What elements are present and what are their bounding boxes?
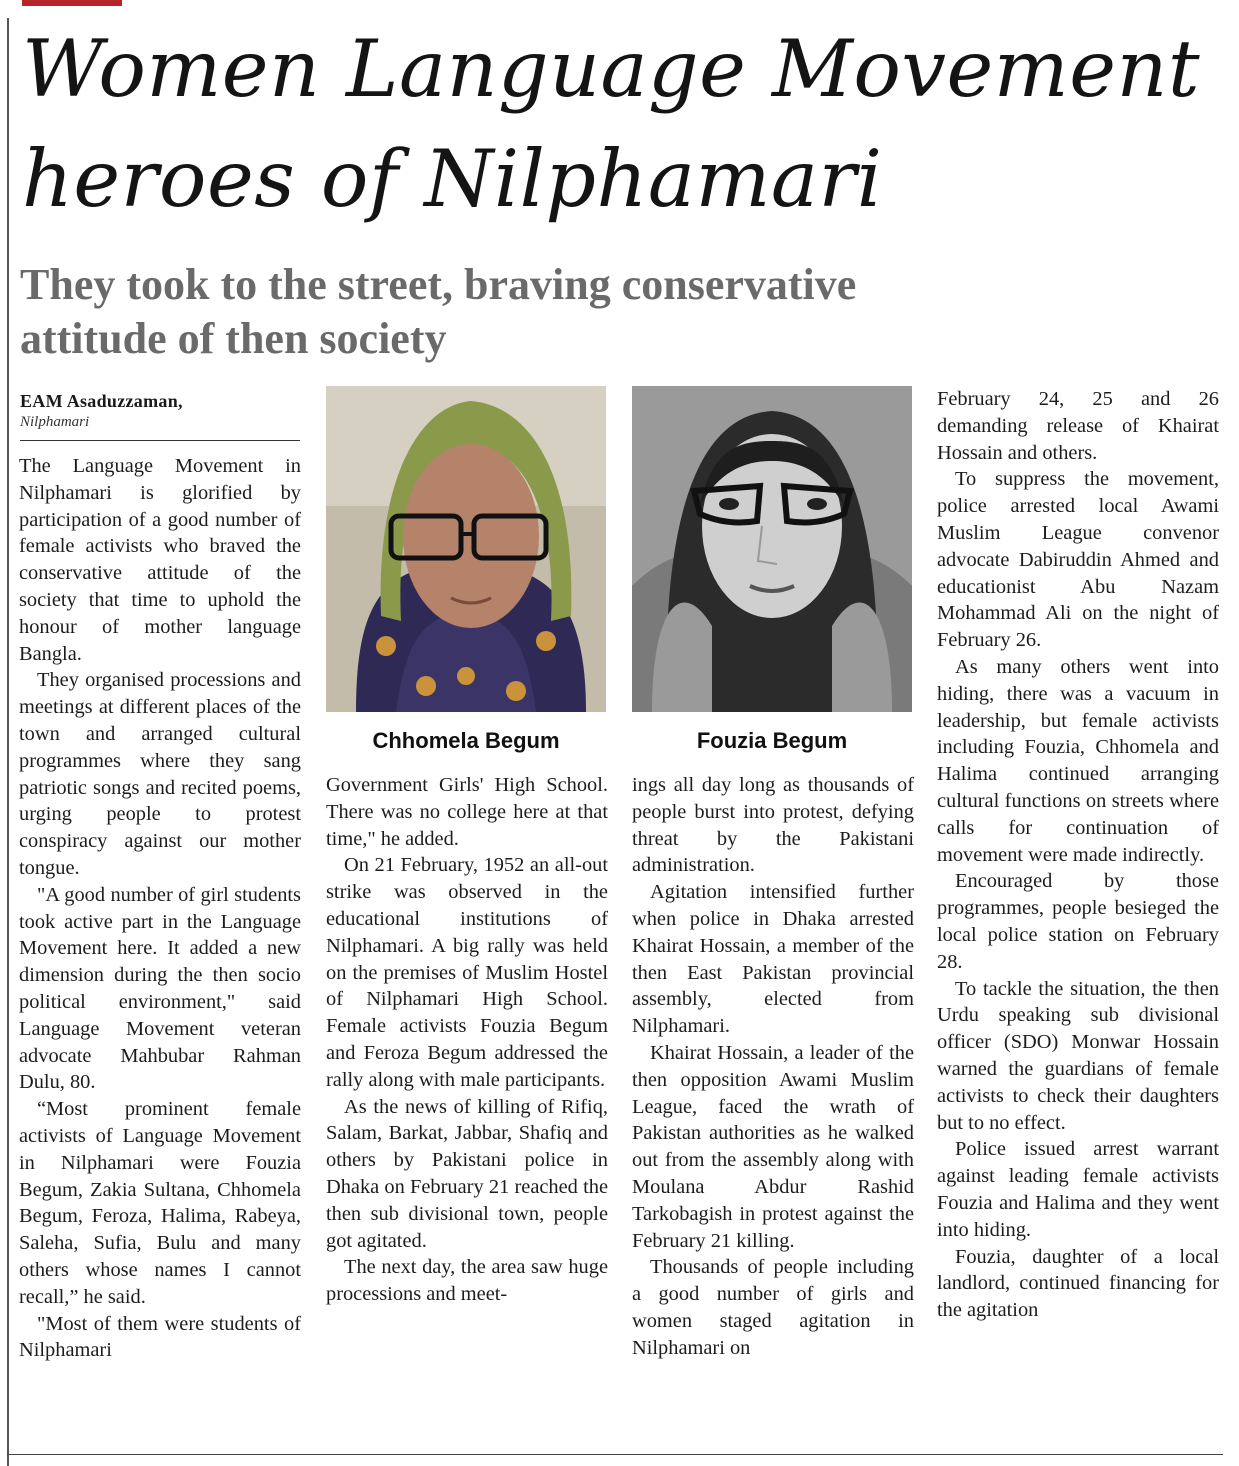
paragraph: Thousands of people including a good number of girls and women staged agitation in Nilphamari on [632,1256,914,1359]
paragraph: Fouzia, daughter of a local landlord, continued financing for the agitation [937,1245,1219,1322]
paragraph: Khairat Hossain, a leader of the then opposition Awami Muslim League, faced the wrath of Pakistan authorities as he walked out from the assembly along with Moulana Abdur Rashid Tarkobagish in protest against the February 21 killing. [632,1041,914,1252]
section-tag-mark [22,0,122,6]
subheadline-line-1: They took to the street, braving conservative [20,260,857,309]
photo-chhomela-begum [326,386,606,712]
byline-location: Nilphamari [20,414,90,430]
photo-fouzia-begum [632,386,912,712]
headline-line-2: heroes of Nilphamari [22,133,883,225]
byline-author: EAM Asaduzzaman, [20,391,183,411]
paragraph: ings all day long as thousands of people burst into protest, defying threat by the Pakistani administration. [632,774,914,877]
headline-line-1: Women Language Movement [22,23,1201,115]
paragraph: They organised processions and meetings at different places of the town and arranged cultural programmes where they sang patriotic songs and recited poems, urging people to protest conspiracy against our mother tongue. [19,669,301,879]
portrait-elderly-woman [326,386,606,712]
article-column-3 [632,772,914,1447]
article-column-1 [19,453,301,1443]
article-column-4 [937,386,1219,1446]
paragraph: Agitation intensified further when police in Dhaka arrested Khairat Hossain, a member of the then East Pakistan provincial assembly, elected from Nilphamari. [632,881,914,1038]
headline [22,14,1227,234]
column-rule-left [7,18,9,1466]
portrait-young-woman [632,386,912,712]
subheadline [20,258,1020,366]
paragraph: "Most of them were students of Nilphamari [19,1312,301,1362]
photo-caption: Fouzia Begum [696,728,848,753]
paragraph: As the news of killing of Rifiq, Salam, Barkat, Jabbar, Shafiq and others by Pakistani police in Dhaka on February 21 reached the then sub divisional town, people got agitated. [326,1095,608,1252]
paragraph: "A good number of girl students took active part in the Language Movement here. It added a new dimension during the then socio political environment," said Language Movement veteran advocate Mahbubar Rahman Dulu, 80. [19,883,301,1094]
subheadline-line-2: attitude of then society [20,314,447,363]
paragraph: “Most prominent female activists of Language Movement in Nilphamari were Fouzia Begum, Zakia Sultana, Chhomela Begum, Feroza, Halima, Rabeya, Saleha, Sufia, Bulu and many others whose names I cannot recall,” he said. [19,1098,301,1308]
paragraph: To suppress the movement, police arrested local Awami Muslim League convenor advocate Dabiruddin Ahmed and educationist Abu Nazam Mohammad Ali on the night of February 26. [937,468,1219,652]
photo-caption: Chhomela Begum [372,728,560,753]
page-bottom-rule [7,1454,1223,1455]
paragraph: Police issued arrest warrant against leading female activists Fouzia and Halima and they went into hiding. [937,1138,1219,1241]
byline-divider [20,440,300,441]
paragraph: Encouraged by those programmes, people besieged the local police station on February 28. [937,870,1219,973]
paragraph: February 24, 25 and 26 demanding release of Khairat Hossain and others. [937,388,1219,464]
article-column-2 [326,772,608,1447]
byline [20,389,300,431]
paragraph: Government Girls' High School. There was no college here at that time," he added. [326,774,608,850]
paragraph: As many others went into hiding, there was a vacuum in leadership, but female activists including Fouzia, Chhomela and Halima continued arranging cultural functions on streets where calls for continuation of movement were made indirectly. [937,655,1219,866]
paragraph: To tackle the situation, the then Urdu speaking sub divisional officer (SDO) Monwar Hossain warned the guardians of female activists to check their daughters but to no effect. [937,977,1219,1134]
paragraph: On 21 February, 1952 an all-out strike was observed in the educational institutions of Nilphamari. A big rally was held on the premises of Muslim Hostel of Nilphamari High School. Female activists Fouzia Begum and Feroza Begum addressed the rally along with male participants. [326,854,608,1091]
paragraph: The Language Movement in Nilphamari is glorified by participation of a good number of female activists who braved the conservative attitude of the society that time to uphold the honour of mother language Bangla. [19,455,301,665]
paragraph: The next day, the area saw huge processions and meet- [326,1256,608,1306]
